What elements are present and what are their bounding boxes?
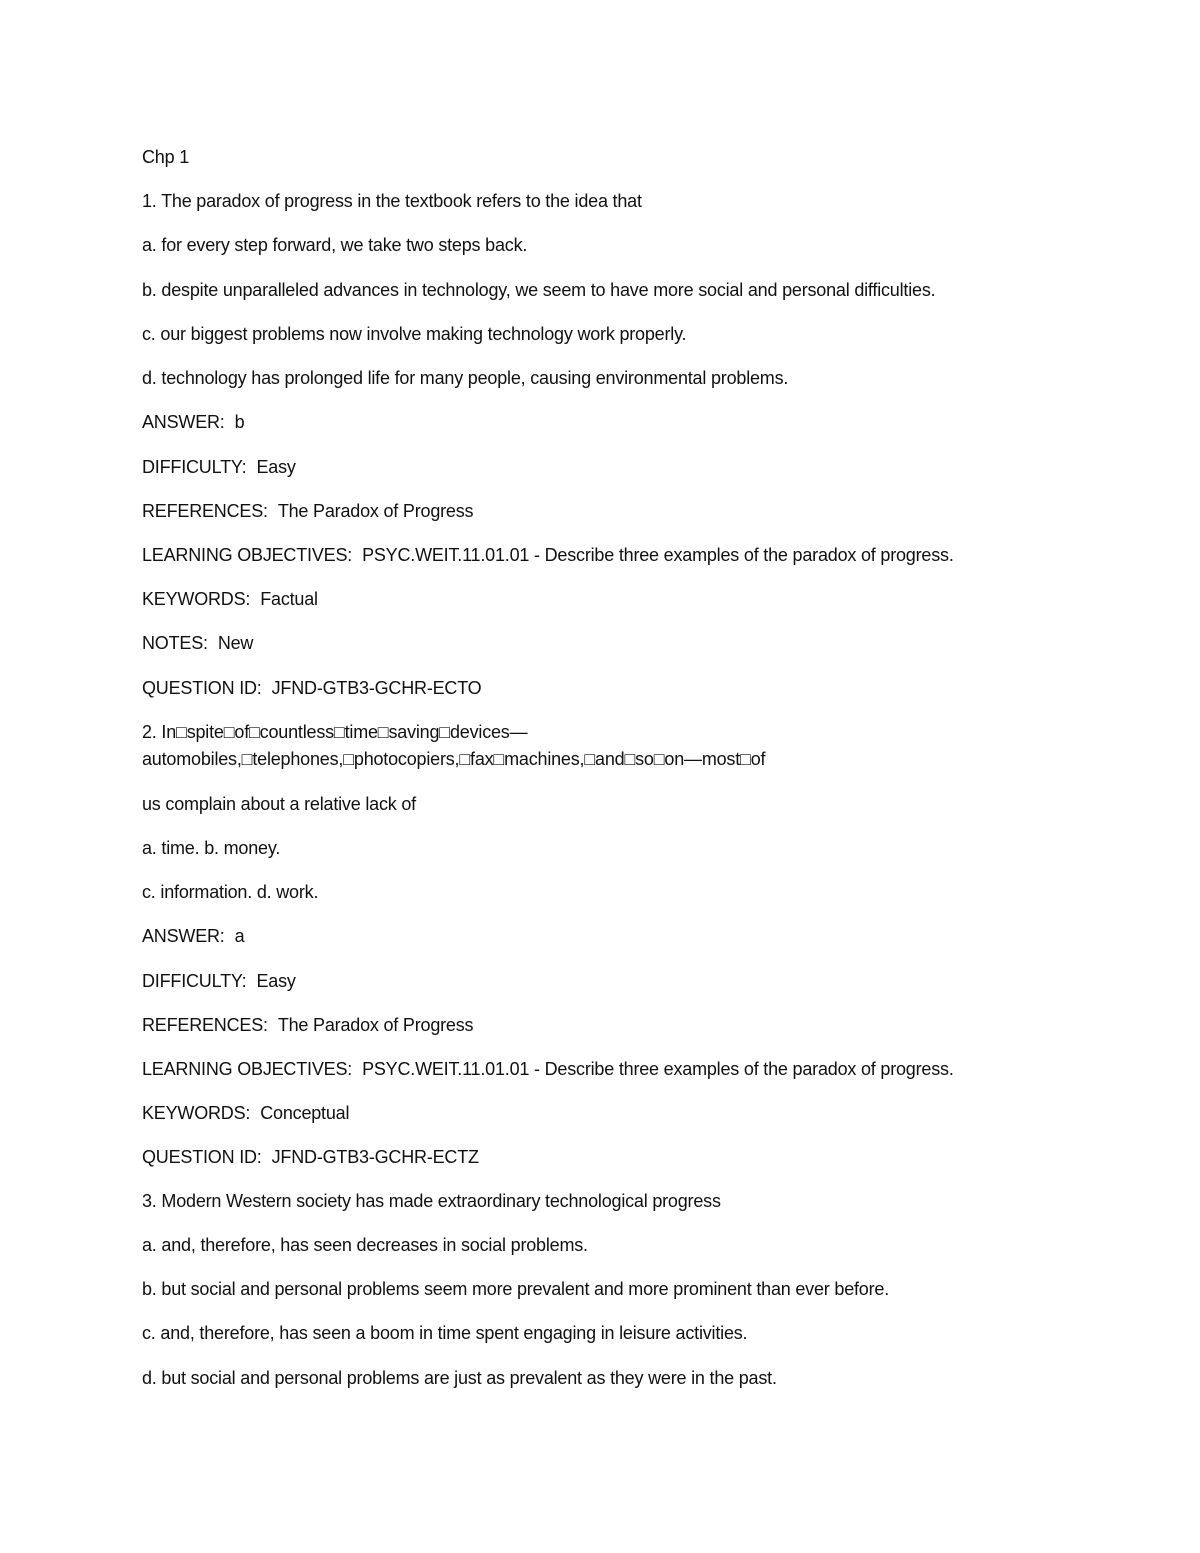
question-1-learning-objectives [142, 544, 954, 566]
learning-objectives-label: LEARNING OBJECTIVES: [142, 545, 353, 565]
question-2-options-a-b: a. time. b. money. [142, 838, 281, 858]
question-2-keywords [142, 1102, 349, 1124]
question-2-answer [142, 925, 244, 947]
question-3-option-b: b. but social and personal problems seem more prevalent and more prominent than ever before. [142, 1279, 890, 1299]
keywords-value: Conceptual [260, 1103, 350, 1123]
question-1-difficulty [142, 456, 296, 478]
learning-objectives-value: PSYC.WEIT.11.01.01 - Describe three examples of the paradox of progress. [362, 545, 954, 565]
difficulty-label: DIFFICULTY: [142, 457, 247, 477]
question-1-question-id [142, 677, 482, 699]
question-2-learning-objectives [142, 1058, 954, 1080]
answer-label: ANSWER: [142, 926, 225, 946]
question-2-difficulty [142, 970, 296, 992]
answer-value: a [234, 926, 245, 946]
question-2-references [142, 1014, 473, 1036]
question-2-options-c-d: c. information. d. work. [142, 882, 319, 902]
references-value: The Paradox of Progress [277, 501, 474, 521]
question-id-label: QUESTION ID: [142, 1147, 262, 1167]
question-1-option-b: b. despite unparalleled advances in technology, we seem to have more social and personal difficulties. [142, 280, 936, 300]
question-2-stem-line-2: automobiles,□telephones,□photocopiers,□fax□machines,□and□so□on—most□of [142, 749, 766, 769]
question-id-value: JFND-GTB3-GCHR-ECTO [271, 678, 482, 698]
question-1-keywords [142, 588, 318, 610]
question-1-option-a: a. for every step forward, we take two steps back. [142, 235, 528, 255]
question-1-option-c: c. our biggest problems now involve making technology work properly. [142, 324, 687, 344]
question-2-stem-line-3: us complain about a relative lack of [142, 794, 416, 814]
question-1-stem: 1. The paradox of progress in the textbook refers to the idea that [142, 191, 642, 211]
question-3-option-a: a. and, therefore, has seen decreases in social problems. [142, 1235, 588, 1255]
question-1-references [142, 500, 473, 522]
question-id-value: JFND-GTB3-GCHR-ECTZ [271, 1147, 479, 1167]
answer-value: b [234, 412, 245, 432]
notes-label: NOTES: [142, 633, 208, 653]
keywords-value: Factual [260, 589, 318, 609]
notes-value: New [217, 633, 254, 653]
chapter-heading: Chp 1 [142, 147, 190, 167]
question-1-notes [142, 632, 253, 654]
question-3-stem: 3. Modern Western society has made extraordinary technological progress [142, 1191, 721, 1211]
references-value: The Paradox of Progress [277, 1015, 474, 1035]
learning-objectives-value: PSYC.WEIT.11.01.01 - Describe three examples of the paradox of progress. [362, 1059, 954, 1079]
references-label: REFERENCES: [142, 1015, 268, 1035]
question-3-option-d: d. but social and personal problems are just as prevalent as they were in the past. [142, 1368, 777, 1388]
difficulty-value: Easy [256, 971, 296, 991]
question-2-stem-line-1: 2. In□spite□of□countless□time□saving□devices— [142, 722, 528, 742]
keywords-label: KEYWORDS: [142, 589, 251, 609]
learning-objectives-label: LEARNING OBJECTIVES: [142, 1059, 353, 1079]
question-1-option-d: d. technology has prolonged life for many people, causing environmental problems. [142, 368, 789, 388]
question-1-answer [142, 411, 244, 433]
question-3-option-c: c. and, therefore, has seen a boom in time spent engaging in leisure activities. [142, 1323, 748, 1343]
keywords-label: KEYWORDS: [142, 1103, 251, 1123]
references-label: REFERENCES: [142, 501, 268, 521]
difficulty-label: DIFFICULTY: [142, 971, 247, 991]
difficulty-value: Easy [256, 457, 296, 477]
question-id-label: QUESTION ID: [142, 678, 262, 698]
question-2-question-id [142, 1146, 479, 1168]
answer-label: ANSWER: [142, 412, 225, 432]
